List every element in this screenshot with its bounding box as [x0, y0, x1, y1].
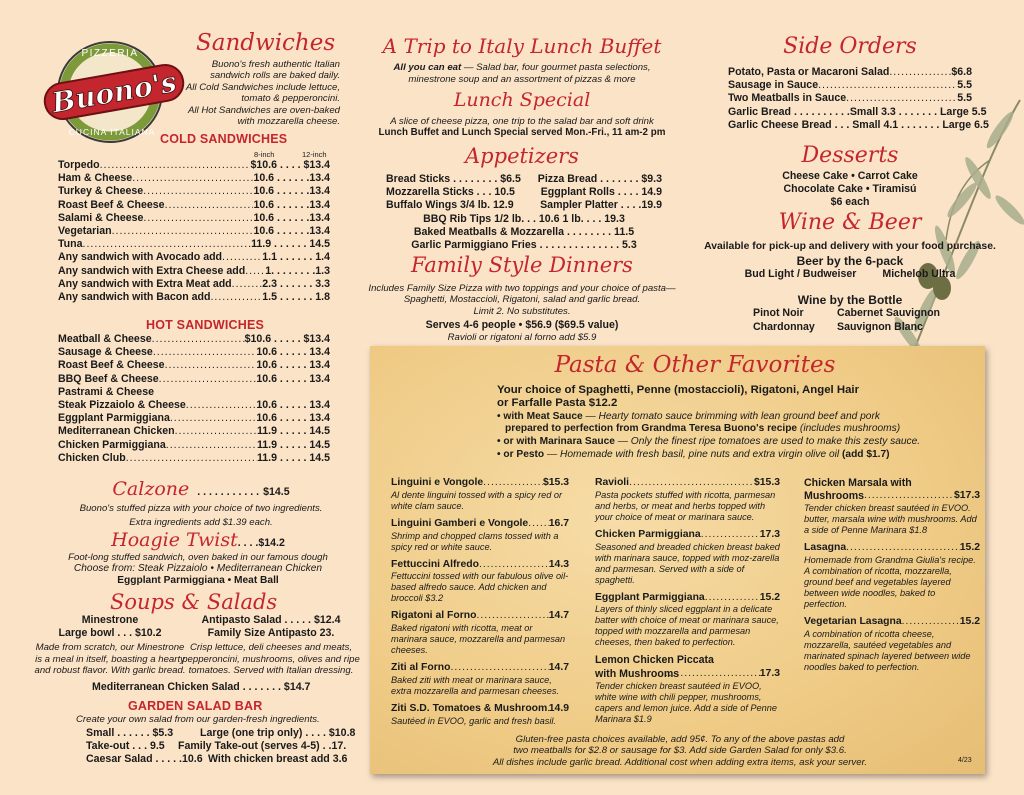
- logo-bottom-text: CUCINA ITALIANA: [68, 127, 156, 137]
- sandwiches-title: Sandwiches: [196, 30, 336, 56]
- pasta-col-3: [804, 477, 980, 679]
- menu-item: Pastrami & Cheese: [58, 385, 154, 398]
- lunch-special-title: Lunch Special: [453, 89, 591, 111]
- hoagie-title: Hoagie Twist: [111, 529, 238, 551]
- menu-item: Ravioli ..... $15.3 Pasta pockets stuffed with ricotta, parmesan and herbs, or meat and herbs topped with your choice of meat or marinara sauce.: [595, 477, 780, 523]
- menu-item: Eggplant Parmiggiana ..... 15.2 Layers of thinly sliced eggplant in a delicate batter with choice of meat or marinara sauce, topped with mozzarella and parmesan cheeses, then baked to perfection.: [595, 592, 780, 649]
- size-label-8inch: 8-inch: [254, 150, 275, 159]
- menu-item: Eggplant Parmiggiana ..... 10.6 . . . . . 13.4: [58, 412, 330, 425]
- menu-item: Garlic Bread . . . . . . . . . .Small 3.3 . . . . . . . Large 5.5: [728, 105, 987, 118]
- menu-item: Meatball & Cheese ..... $10.6 . . . . . $13.4: [58, 333, 330, 346]
- menu-item: Chicken Club ..... 11.9 . . . . . 14.5: [58, 452, 330, 465]
- garden-desc: Create your own salad from our garden-fresh ingredients.: [76, 714, 320, 725]
- lunch-special-desc: A slice of cheese pizza, one trip to the salad bar and soft drink Lunch Buffet and Lunch Special served Mon.-Fri., 11 am-2 pm: [378, 116, 666, 139]
- menu-item: Vegetarian Lasagna ..... 15.2 A combination of ricotta cheese, mozzarella, sautéed vegetables and marinated spinach layered between wide noodles baked to perfection.: [804, 616, 980, 673]
- menu-item: Ziti S.D. Tomatoes & Mushroom ..... 14.9 Sautéed in EVOO, garlic and fresh basil.: [391, 703, 569, 727]
- pasta-col-2: [595, 477, 780, 731]
- menu-item: Potato, Pasta or Macaroni Salad ..... $6.8: [728, 66, 972, 79]
- menu-item: Baked Meatballs & Mozzarella . . . . . . . . 11.5: [413, 225, 635, 238]
- menu-item: Any sandwich with Bacon add ..... 1.5 . . . . . . 1.8: [58, 291, 330, 304]
- menu-item: Mediterranean Chicken ..... 11.9 . . . . . 14.5: [58, 425, 330, 438]
- family-dinners-title: Family Style Dinners: [411, 253, 633, 277]
- pasta-col-1: [391, 477, 569, 733]
- wine-beer-section: Available for pick-up and delivery with your food purchase. Beer by the 6-pack Bud Light / Budweiser Michelob Ultra Wine by the Bottle Pinot Noir Cabernet Sauvignon Chardonnay Sauvignon Blanc: [704, 241, 996, 333]
- menu-item: BBQ Rib Tips 1/2 lb. . . 10.6 1 lb. . . . 19.3: [423, 212, 625, 225]
- menu-item: Buffalo Wings 3/4 lb. 12.9 Sampler Platter . . . .19.9: [386, 199, 662, 212]
- sandwiches-intro: Buono's fresh authentic Italian sandwich rolls are baked daily. All Cold Sandwiches include lettuce, tomato & pepperoncini. All Hot Sandwiches are oven-baked with mozzarella cheese.: [185, 59, 340, 128]
- appetizers-title: Appetizers: [465, 144, 579, 168]
- menu-item: Chicken Parmiggiana ..... 11.9 . . . . . 14.5: [58, 439, 330, 452]
- cold-sandwich-list: [58, 159, 330, 304]
- side-orders-title: Side Orders: [783, 34, 917, 59]
- garden-left-prices: Small . . . . . . $5.3 Take-out . . . 9.5 Caesar Salad . . . . .10.6: [86, 727, 203, 766]
- mediterranean-salad: Mediterranean Chicken Salad . . . . . . . $14.7: [92, 681, 311, 693]
- garden-right-prices: Large (one trip only) . . . . $10.8 Family Take-out (serves 4-5) . .17. With chicken breast add 3.6: [178, 727, 356, 766]
- garden-salad-bar-heading: GARDEN SALAD BAR: [128, 699, 263, 713]
- menu-item: Sausage & Cheese ..... 10.6 . . . . . 13.4: [58, 346, 330, 359]
- menu-item: Steak Pizzaiolo & Cheese ..... 10.6 . . . . . 13.4: [58, 399, 330, 412]
- menu-item: Torpedo ..... $10.6 . . . . $13.4: [58, 159, 330, 172]
- calzone-title: Calzone: [112, 478, 190, 500]
- hot-sandwich-list: [58, 333, 330, 465]
- menu-item: BBQ Beef & Cheese ..... 10.6 . . . . . 13.4: [58, 373, 330, 386]
- minestrone-block: Minestrone Large bowl . . . $10.2 Made from scratch, our Minestrone is a meal in itself, boasting a hearty and robust flavor. With garlic bread.: [34, 614, 186, 677]
- menu-item: Fettuccini Alfredo ..... 14.3 Fettuccini tossed with our fabulous olive oil-based alfredo sauce. Add chicken and broccoli $3.2: [391, 559, 569, 605]
- menu-item: Turkey & Cheese ..... 10.6 . . . . . .13.4: [58, 185, 330, 198]
- menu-item: Lasagna ..... 15.2 Homemade from Grandma Giulia's recipe. A combination of ricotta, mozzarella, ground beef and vegetables layered between wide noodles, baked to perfection.: [804, 542, 980, 610]
- menu-item: Ham & Cheese ..... 10.6 . . . . . .13.4: [58, 172, 330, 185]
- pasta-title: Pasta & Other Favorites: [554, 352, 836, 378]
- calzone-section: Calzone . . . . . . . . . . . $14.5 Buono's stuffed pizza with your choice of two ingredients. Extra ingredients add $1.39 each.: [79, 478, 323, 529]
- menu-item: Any sandwich with Avocado add ..... 1.1 . . . . . . 1.4: [58, 251, 330, 264]
- menu-item: Mozzarella Sticks . . . 10.5 Eggplant Rolls . . . . 14.9: [386, 186, 662, 199]
- soups-salads-title: Soups & Salads: [110, 590, 278, 614]
- pasta-choices: Your choice of Spaghetti, Penne (mostaccioli), Rigatoni, Angel Hair or Farfalle Pasta $12.2 • with Meat Sauce — Hearty tomato sauce brimming with lean ground beef and pork prepared to perfection from Grandma Teresa Buono's recipe (includes mushrooms) • or with Marinara Sauce — Only the finest ripe tomatoes are used to make this zesty sauce. • or Pesto — Homemade with fresh basil, pine nuts and extra virgin olive oil (add $1.7): [497, 384, 921, 460]
- hot-sandwiches-heading: HOT SANDWICHES: [146, 318, 265, 332]
- desserts-list: Cheese Cake • Carrot Cake Chocolate Cake • Tiramisú $6 each: [782, 170, 918, 209]
- menu-item: Roast Beef & Cheese ..... 10.6 . . . . . .13.4: [58, 199, 330, 212]
- menu-item: Lemon Chicken Piccata with Mushrooms ..... 17.3 Tender chicken breast sautéed in EVOO, white wine with chili pepper, mushrooms, capers and lemon juice. Add a side of Penne Marinara $1.9: [595, 654, 780, 724]
- menu-item: Linguini e Vongole ..... $15.3 Al dente linguini tossed with a spicy red or white clam sauce.: [391, 477, 569, 512]
- hoagie-section: Hoagie Twist. . . .$14.2 Foot-long stuffed sandwich, oven baked in our famous dough Choose from: Steak Pizzaiolo • Mediterranean Chicken Eggplant Parmiggiana • Meat Ball: [68, 529, 328, 586]
- olive-branch-illustration: [850, 90, 1024, 380]
- buffet-title: A Trip to Italy Lunch Buffet: [382, 34, 662, 58]
- size-label-12inch: 12-inch: [302, 150, 327, 159]
- pasta-footnote: Gluten-free pasta choices available, add 95¢. To any of the above pastas add two meatballs for $2.8 or sausage for $3. Add side Garden Salad for only $3.6. All dishes include garlic bread. Additional cost when adding extra items, ask your server.: [492, 734, 868, 768]
- logo-top-text: PIZZERIA: [81, 48, 139, 59]
- menu-item: Chicken Parmiggiana ..... 17.3 Seasoned and breaded chicken breast baked with marinara sauce, topped with moz-zarella and parmesan. Served with a side of spaghetti.: [595, 529, 780, 586]
- menu-item: Garlic Cheese Bread . . . Small 4.1 . . . . . . . Large 6.5: [728, 118, 989, 131]
- menu-item: Salami & Cheese ..... 10.6 . . . . . .13.4: [58, 212, 330, 225]
- menu-item: Any sandwich with Extra Cheese add ..... 1. . . . . . . .1.3: [58, 265, 330, 278]
- menu-item: Rigatoni al Forno ..... 14.7 Baked rigatoni with ricotta, meat or marinara sauce, mozzarella and parmesan cheeses.: [391, 610, 569, 656]
- menu-item: Two Meatballs in Sauce ..... 5.5: [728, 92, 972, 105]
- menu-item: Any sandwich with Extra Meat add ..... 2.3 . . . . . . 3.3: [58, 278, 330, 291]
- menu-item: Chicken Marsala with Mushrooms ..... $17.3 Tender chicken breast sautéed in EVOO. butter, marsala wine with mushrooms. Add a side of Penne Marinara $1.8: [804, 477, 980, 536]
- appetizers-list: [386, 173, 662, 252]
- menu-item: Ziti al Forno ..... 14.7 Baked ziti with meat or marinara sauce, extra mozzarella and parmesan cheeses.: [391, 662, 569, 697]
- menu-item: Roast Beef & Cheese ..... 10.6 . . . . . 13.4: [58, 359, 330, 372]
- buffet-desc: All you can eat — Salad bar, four gourmet pasta selections, minestrone soup and an assortment of pizzas & more: [393, 62, 651, 85]
- antipasto-block: Antipasto Salad . . . . . $12.4 Family Size Antipasto 23. Crisp lettuce, deli cheeses and meats, pepperoncini, mushrooms, olives and ripe tomatoes. Served with Italian dressing.: [182, 614, 360, 677]
- menu-item: Linguini Gamberi e Vongole ..... 16.7 Shrimp and chopped clams tossed with a spicy red or white sauce.: [391, 518, 569, 553]
- menu-version-code: 4/23: [958, 757, 972, 764]
- family-dinners-desc: Includes Family Size Pizza with two toppings and your choice of pasta— Spaghetti, Mostaccioli, Rigatoni, salad and garlic bread. Limit 2. No substitutes. Serves 4-6 people • $56.9 ($69.5 value) Ravioli or rigatoni al forno add $5.9: [368, 283, 676, 344]
- cold-sandwiches-heading: COLD SANDWICHES: [160, 132, 288, 146]
- menu-item: Garlic Parmiggiano Fries . . . . . . . . . . . . . . 5.3: [411, 239, 637, 252]
- wine-beer-title: Wine & Beer: [778, 210, 922, 235]
- side-orders-list: [728, 66, 989, 132]
- desserts-title: Desserts: [801, 143, 899, 168]
- menu-item: Bread Sticks . . . . . . . . $6.5 Pizza Bread . . . . . . . $9.3: [386, 173, 662, 185]
- menu-item: Tuna ..... 11.9 . . . . . . 14.5: [58, 238, 330, 251]
- menu-item: Vegetarian ..... 10.6 . . . . . .13.4: [58, 225, 330, 238]
- logo-name-text: Buono's: [49, 65, 180, 120]
- menu-item: Sausage in Sauce ..... 5.5: [728, 79, 972, 92]
